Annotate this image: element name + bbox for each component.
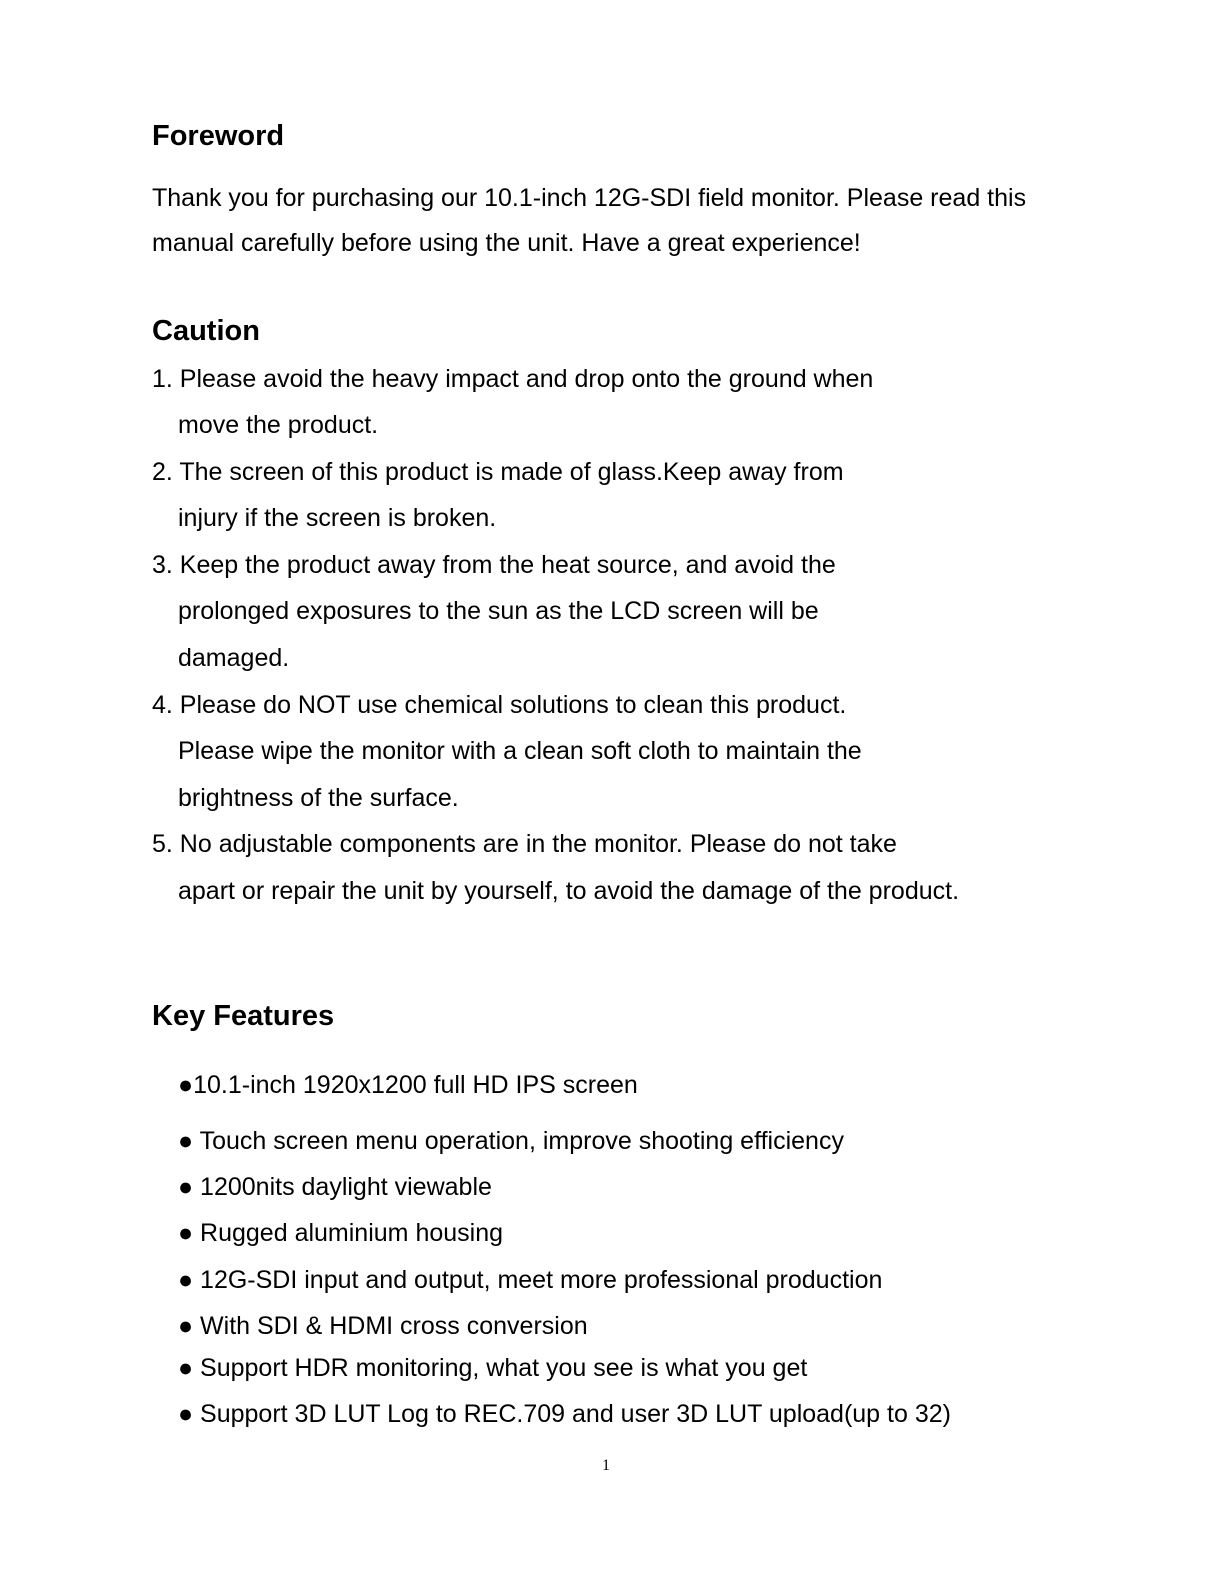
caution-item-5: 5. No adjustable components are in the monitor. Please do not take — [152, 830, 897, 858]
feature-item: ● Support HDR monitoring, what you see is what you get — [178, 1354, 808, 1382]
caution-item-2-cont: injury if the screen is broken. — [178, 504, 497, 532]
caution-item-1: 1. Please avoid the heavy impact and drop onto the ground when — [152, 365, 874, 393]
caution-item-4-cont: brightness of the surface. — [178, 784, 459, 812]
foreword-heading: Foreword — [152, 120, 285, 152]
caution-item-3-cont: prolonged exposures to the sun as the LCD screen will be — [178, 597, 819, 625]
caution-item-3: 3. Keep the product away from the heat source, and avoid the — [152, 551, 836, 579]
feature-item: ● 1200nits daylight viewable — [178, 1173, 492, 1201]
caution-heading: Caution — [152, 315, 260, 347]
caution-item-1-cont: move the product. — [178, 411, 379, 439]
feature-item: ● Touch screen menu operation, improve shooting efficiency — [178, 1127, 844, 1155]
feature-item: ● Rugged aluminium housing — [178, 1219, 504, 1247]
feature-item: ● Support 3D LUT Log to REC.709 and user 3D LUT upload(up to 32) — [178, 1400, 951, 1428]
feature-item: ● With SDI & HDMI cross conversion — [178, 1312, 588, 1340]
feature-item: ● 12G-SDI input and output, meet more professional production — [178, 1266, 883, 1294]
caution-item-5-cont: apart or repair the unit by yourself, to avoid the damage of the product. — [178, 877, 960, 905]
key-features-heading: Key Features — [152, 1000, 335, 1032]
page-number: 1 — [602, 1457, 610, 1474]
caution-item-3-cont: damaged. — [178, 644, 290, 672]
caution-item-2: 2. The screen of this product is made of glass.Keep away from — [152, 458, 844, 486]
feature-item: ●10.1-inch 1920x1200 full HD IPS screen — [178, 1071, 638, 1099]
caution-item-4: 4. Please do NOT use chemical solutions to clean this product. — [152, 691, 847, 719]
foreword-line: manual carefully before using the unit. Have a great experience! — [152, 229, 861, 257]
caution-item-4-cont: Please wipe the monitor with a clean soft cloth to maintain the — [178, 737, 862, 765]
foreword-line: Thank you for purchasing our 10.1-inch 12G-SDI field monitor. Please read this — [152, 184, 1027, 212]
foreword-paragraph — [152, 176, 1026, 266]
